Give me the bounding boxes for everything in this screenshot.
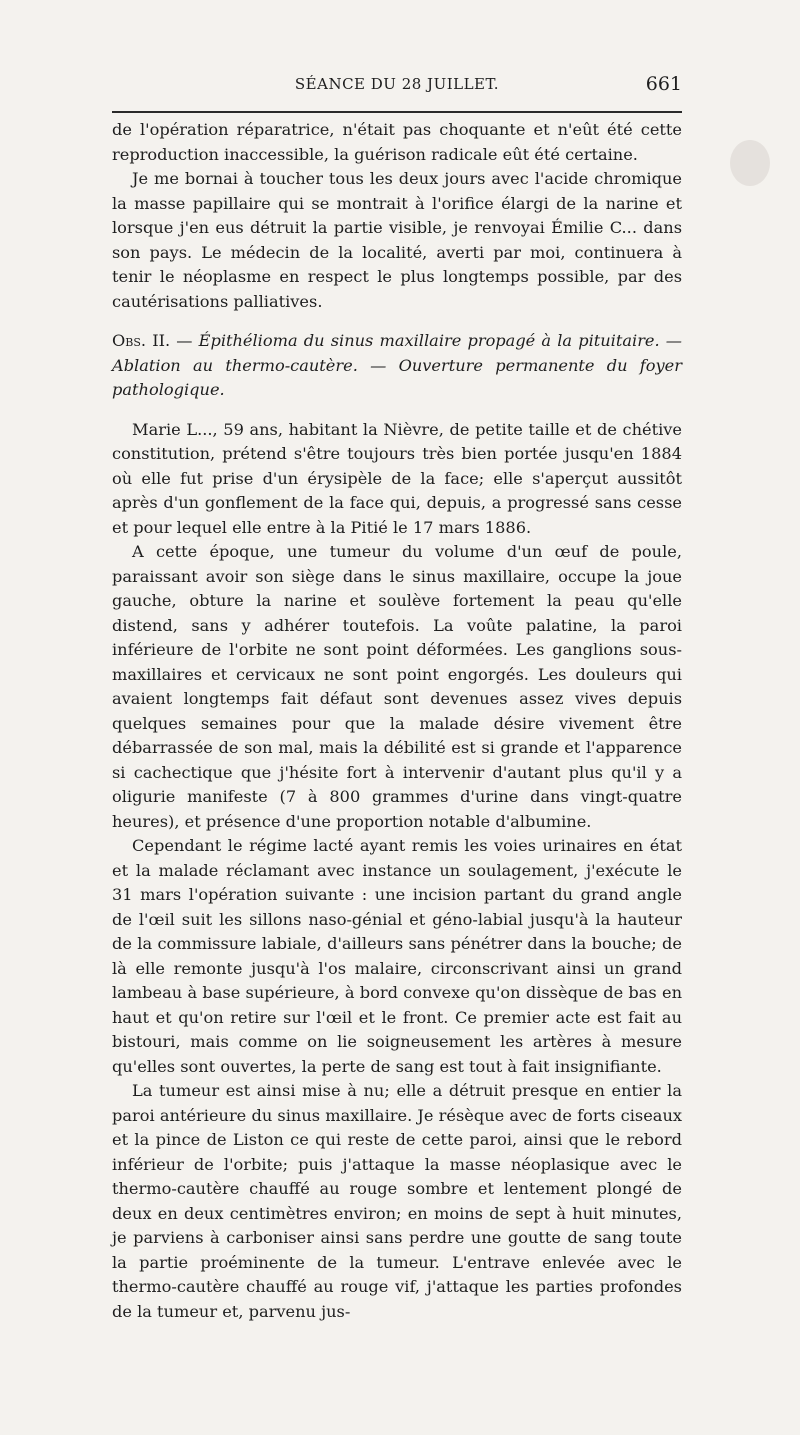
paragraph: Je me bornai à toucher tous les deux jours avec l'acide chromique la masse papillaire qui se montrait à l'orifice élargi de la narine et lorsque j'en eus détruit la partie visible, je renvoyai Émilie C... dans son pays. Le médecin de la localité, averti par moi, continuera à tenir le néoplasme en respect le plus longtemps possible, par des cautérisations palliatives. [112,169,682,311]
paragraph-continuation: de l'opération réparatrice, n'était pas choquante et n'eût été cette reproduction inaccessible, la guérison radicale eût été certaine. [112,120,682,164]
paragraph: La tumeur est ainsi mise à nu; elle a détruit presque en entier la paroi antérieure du sinus maxillaire. Je résèque avec de forts ciseaux et la pince de Liston ce qui reste de cette paroi, ainsi que le rebord inférieur de l'orbite; puis j'attaque la masse néoplasique avec le thermo-cautère chauffé au rouge sombre et lentement plongé de deux en deux centimètres environ; en moins de sept à huit minutes, je parviens à carboniser ainsi sans perdre une goutte de sang toute la partie proéminente de la tumeur. L'entrave enlevée avec le thermo-cautère chauffé au rouge vif, j'attaque les parties profondes de la tumeur et, parvenu jus- [112,1081,682,1321]
observation-heading [112,329,682,403]
header-title: SÉANCE DU 28 JUILLET. [294,75,500,93]
body-text [112,118,682,1324]
observation-dash: — [170,331,199,350]
paragraph: A cette époque, une tumeur du volume d'un œuf de poule, paraissant avoir son siège dans le sinus maxillaire, occupe la joue gauche, obture la narine et soulève fortement la peau qu'elle distend, sans y adhérer toutefois. La voûte palatine, la paroi inférieure de l'orbite ne sont point déformées. Les ganglions sous-maxillaires et cervicaux ne sont point engorgés. Les douleurs qui avaient longtemps fait défaut sont devenues assez vives depuis quelques semaines pour que la malade désire vivement être débarrassée de son mal, mais la débilité est si grande et l'apparence si cachectique que j'hésite fort à intervenir d'autant plus qu'il y a oligurie manifeste (7 à 800 grammes d'urine dans vingt-quatre heures), et présence d'une proportion notable d'albumine. [112,542,682,831]
paragraph: Marie L..., 59 ans, habitant la Nièvre, de petite taille et de chétive constitution, prétend s'être toujours très bien portée jusqu'en 1884 où elle fut prise d'un érysipèle de la face; elle s'aperçut aussitôt après d'un gonflement de la face qui, depuis, a progressé sans cesse et pour lequel elle entre à la Pitié le 17 mars 1886. [112,419,682,537]
paper-blemish [730,140,770,186]
page-number: 661 [645,73,682,95]
running-header [112,73,682,101]
observation-title: Épithélioma du sinus maxillaire propagé à la pituitaire. — Ablation au thermo-cautère. — Ouverture permanente du foyer pathologique. [112,331,682,399]
paragraph: Cependant le régime lacté ayant remis les voies urinaires en état et la malade réclamant avec instance un soulagement, j'exécute le 31 mars l'opération suivante : une incision partant du grand angle de l'œil suit les sillons naso-génial et géno-labial jusqu'à la hauteur de la commissure labiale, d'ailleurs sans pénétrer dans la bouche; de là elle remonte jusqu'à l'os malaire, circonscrivant ainsi un grand lambeau à base supérieure, à bord convexe qu'on dissèque de bas en haut et qu'on retire sur l'œil et le front. Ce premier acte est fait au bistouri, mais comme on lie soigneusement les artères à mesure qu'elles sont ouvertes, la perte de sang est tout à fait insignifiante. [112,836,682,1076]
observation-label: Obs. II. [112,331,171,350]
header-rule [112,111,682,113]
